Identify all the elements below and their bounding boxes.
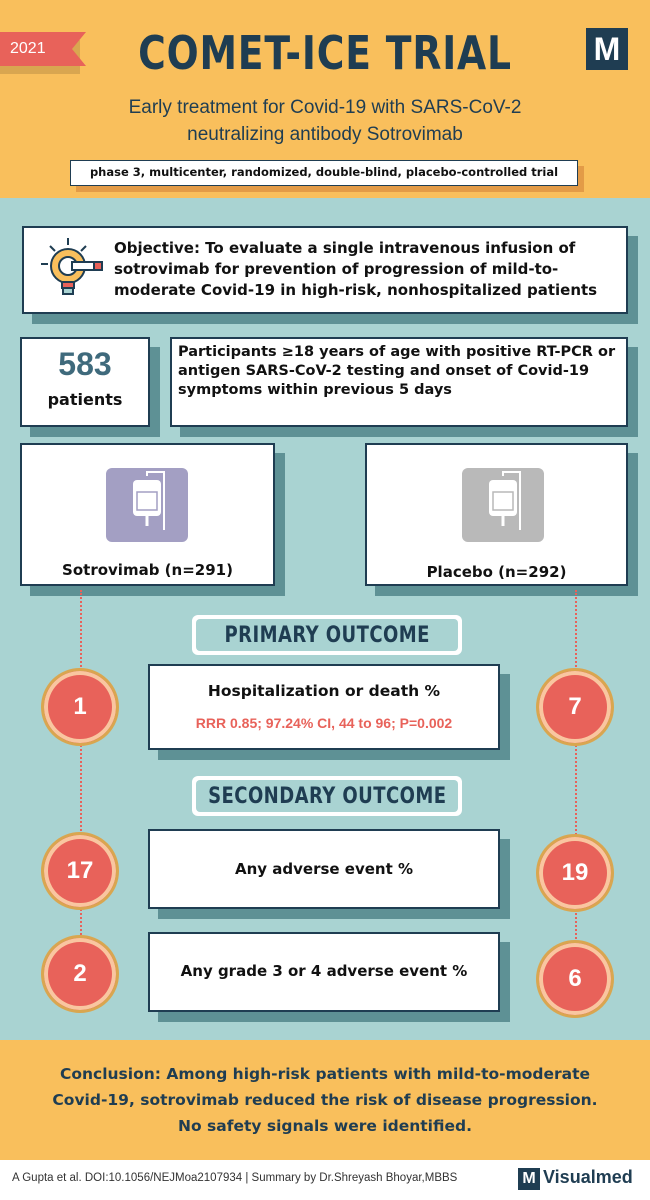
- subtitle: [60, 94, 590, 148]
- subtitle-line-2: neutralizing antibody Sotrovimab: [187, 124, 463, 145]
- conclusion-line-3: No safety signals were identified.: [178, 1117, 472, 1135]
- treatment-value-grade34: 2: [41, 935, 119, 1013]
- conclusion-line-2: Covid-19, sotrovimab reduced the risk of disease progression.: [52, 1091, 598, 1109]
- sotrovimab-arm-label: Sotrovimab (n=291): [62, 561, 233, 579]
- patients-count: 583: [58, 346, 112, 382]
- placebo-value-primary: 7: [536, 668, 614, 746]
- inclusion-criteria: Participants ≥18 years of age with positive RT-PCR or antigen SARS-CoV-2 testing and onset of Covid-19 symptoms within previous 5 days: [178, 344, 616, 398]
- grade34-event-label: Any grade 3 or 4 adverse event %: [180, 962, 468, 980]
- primary-outcome-heading: [196, 619, 458, 651]
- year-ribbon: 2021: [0, 32, 72, 66]
- primary-outcome-title: Hospitalization or death %: [207, 682, 441, 700]
- treatment-value-primary: 1: [41, 668, 119, 746]
- placebo-arm-label: Placebo (n=292): [426, 563, 567, 581]
- iv-bag-icon: [462, 468, 544, 542]
- conclusion-text: [30, 1061, 620, 1139]
- page-title: COMET-ICE TRIAL: [138, 26, 512, 80]
- footer-brand: Visualmed: [543, 1167, 633, 1187]
- objective-text: Objective: To evaluate a single intravenous infusion of sotrovimab for prevention of progression of mild-to-moderate Covid-19 in high-risk, nonhospitalized patients: [114, 239, 598, 299]
- secondary-outcome-heading-text: SECONDARY OUTCOME: [207, 783, 447, 809]
- primary-outcome-heading-text: PRIMARY OUTCOME: [224, 622, 430, 648]
- placebo-value-grade34: 6: [536, 940, 614, 1018]
- subtitle-line-1: Early treatment for Covid-19 with SARS-CoV-2: [128, 97, 522, 118]
- adverse-event-label: Any adverse event %: [234, 860, 414, 878]
- patients-label: patients: [47, 390, 123, 409]
- footer-logo: M: [518, 1168, 540, 1190]
- placebo-value-adverse: 19: [536, 834, 614, 912]
- primary-outcome-stat: RRR 0.85; 97.24% CI, 44 to 96; P=0.002: [195, 715, 453, 731]
- secondary-outcome-heading: [196, 780, 458, 812]
- visualmed-logo: M: [586, 28, 628, 70]
- lightbulb-icon: [38, 236, 106, 304]
- iv-bag-icon: [106, 468, 188, 542]
- trial-design-label: phase 3, multicenter, randomized, double-blind, placebo-controlled trial: [70, 160, 578, 186]
- conclusion-line-1: Conclusion: Among high-risk patients with mild-to-moderate: [59, 1065, 591, 1083]
- primary-outcome-box: [148, 664, 500, 750]
- treatment-value-adverse: 17: [41, 832, 119, 910]
- citation: A Gupta et al. DOI:10.1056/NEJMoa2107934 | Summary by Dr.Shreyash Bhoyar,MBBS: [12, 1172, 458, 1184]
